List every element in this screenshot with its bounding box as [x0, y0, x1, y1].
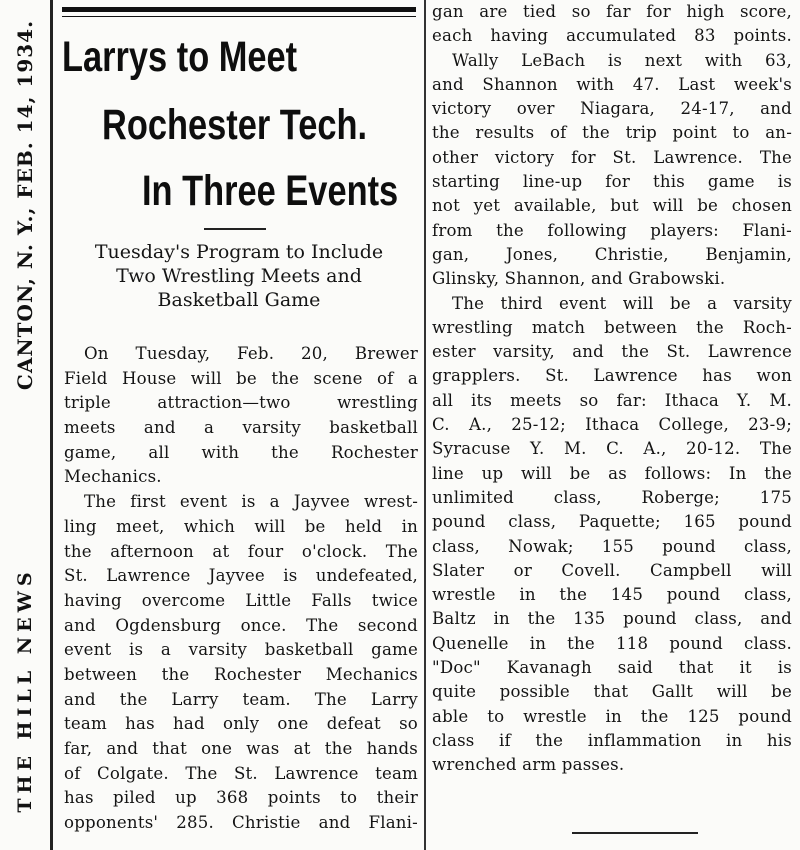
text-line: event is a varsity basketball game: [64, 640, 418, 660]
margin-divider: [50, 0, 53, 850]
text-line: class if the inflammation in his: [432, 730, 792, 750]
text-line: The first event is a Jayvee wrest-: [84, 492, 418, 512]
subheadline: [56, 240, 422, 312]
headline-line-1: Larrys to Meet: [62, 33, 298, 81]
text-line: having overcome Little Falls twice: [64, 590, 418, 610]
top-rule-thin: [62, 16, 416, 17]
text-line: quite possible that Gallt will be: [432, 682, 792, 702]
text-line: victory over Niagara, 24-17, and: [432, 99, 792, 119]
text-line: from the following players: Flani-: [432, 220, 792, 240]
margin-column: [0, 0, 50, 850]
text-line: and Ogdensburg once. The second: [64, 615, 418, 635]
article-body-right: [432, 0, 792, 778]
text-line: gan, Jones, Christie, Benjamin,: [432, 244, 792, 264]
text-line: of Colgate. The St. Lawrence team: [64, 763, 418, 783]
text-line: team has had only one defeat so: [64, 714, 418, 734]
text-line: and the Larry team. The Larry: [64, 689, 418, 709]
text-line: starting line-up for this game is: [432, 172, 792, 192]
text-line: ester varsity, and the St. Lawrence: [432, 342, 792, 362]
text-line: On Tuesday, Feb. 20, Brewer: [84, 344, 418, 363]
text-line: Field House will be the scene of a: [64, 368, 418, 388]
text-line: Quenelle in the 118 pound class.: [432, 633, 792, 653]
article-body-left: [64, 342, 418, 836]
text-line: The third event will be a varsity: [452, 293, 792, 313]
text-line: Glinsky, Shannon, and Grabowski.: [432, 269, 726, 289]
top-rule-thick: [62, 7, 416, 12]
text-line: between the Rochester Mechanics: [64, 664, 418, 684]
article-end-rule: [572, 832, 698, 834]
text-line: all its meets so far: Ithaca Y. M.: [432, 390, 792, 410]
article-left-column: [56, 0, 422, 850]
text-line: able to wrestle in the 125 pound: [432, 706, 792, 726]
text-line: line up will be as follows: In the: [432, 463, 792, 483]
column-divider: [424, 0, 426, 850]
headline-line-2: Rochester Tech.: [102, 101, 368, 149]
text-line: ling meet, which will be held in: [64, 516, 418, 536]
text-line: wrestling match between the Roch-: [432, 317, 792, 337]
text-line: gan are tied so far for high score,: [432, 2, 792, 21]
text-line: Baltz in the 135 pound class, and: [432, 609, 792, 629]
headline-line-3: In Three Events: [142, 167, 399, 215]
text-line: St. Lawrence Jayvee is undefeated,: [64, 566, 418, 586]
newspaper-name: THE HILL NEWS: [14, 567, 36, 813]
text-line: opponents' 285. Christie and Flani-: [64, 813, 418, 833]
subheadline-line-2: Two Wrestling Meets and: [116, 265, 362, 287]
dateline: CANTON, N. Y., FEB. 14, 1934.: [13, 19, 37, 391]
text-line: has piled up 368 points to their: [64, 788, 418, 808]
subheadline-line-3: Basketball Game: [157, 289, 321, 311]
subheadline-line-1: Tuesday's Program to Include: [94, 241, 384, 263]
text-line: far, and that one was at the hands: [64, 739, 418, 758]
text-line: game, all with the Rochester: [64, 442, 418, 462]
text-line: and Shannon with 47. Last week's: [432, 74, 792, 94]
text-line: not yet available, but will be chosen: [432, 196, 792, 216]
text-line: unlimited class, Roberge; 175: [432, 487, 792, 507]
text-line: class, Nowak; 155 pound class,: [432, 536, 792, 556]
text-line: each having accumulated 83 points.: [432, 26, 792, 46]
text-line: wrenched arm passes.: [432, 755, 625, 775]
text-line: Slater or Covell. Campbell will: [432, 560, 792, 580]
text-line: Wally LeBach is next with 63,: [452, 50, 792, 70]
text-line: other victory for St. Lawrence. The: [432, 147, 792, 167]
text-line: meets and a varsity basketball: [64, 418, 418, 438]
headline-divider: [204, 228, 266, 230]
text-line: Syracuse Y. M. C. A., 20-12. The: [432, 439, 792, 459]
text-line: triple attraction—two wrestling: [64, 393, 418, 413]
text-line: Mechanics.: [64, 467, 162, 487]
text-line: wrestle in the 145 pound class,: [432, 585, 792, 605]
text-line: C. A., 25-12; Ithaca College, 23-9;: [432, 415, 792, 435]
text-line: "Doc" Kavanagh said that it is: [432, 658, 792, 678]
text-line: grapplers. St. Lawrence has won: [432, 366, 792, 386]
text-line: the results of the trip point to an-: [432, 123, 792, 143]
text-line: the afternoon at four o'clock. The: [64, 541, 418, 561]
text-line: pound class, Paquette; 165 pound: [432, 512, 792, 532]
